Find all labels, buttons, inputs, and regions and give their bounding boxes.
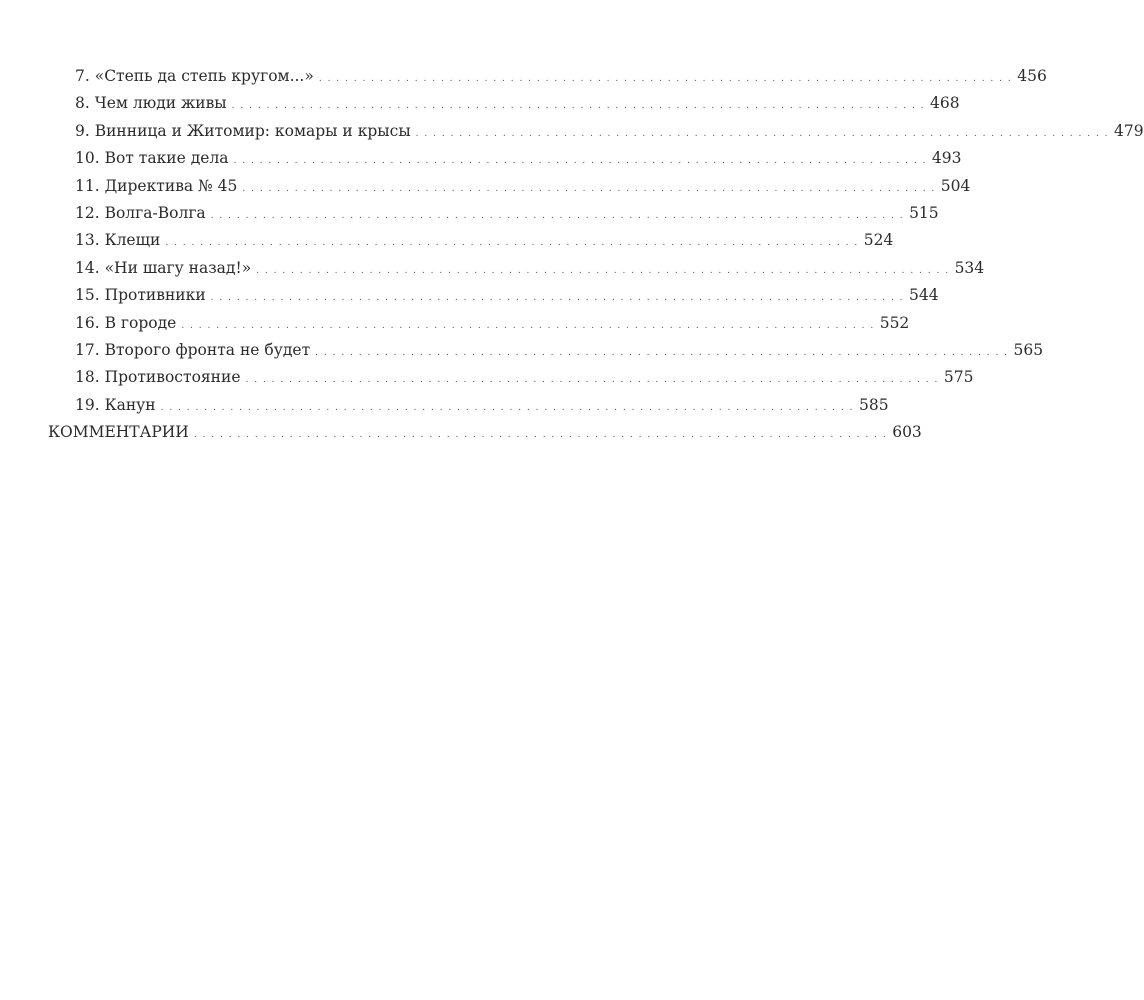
toc-entry-title: 17. Второго фронта не будет (75, 340, 311, 359)
toc-entry-page: 534 (954, 258, 985, 277)
toc-entry-title: 9. Винница и Житомир: комары и крысы (75, 121, 411, 140)
toc-entry (48, 364, 974, 391)
dot-leader: . . . . . . . . . . . . . . . . . . . . . . . . . . . . . . . . . . . . . . . . . . . . . . . . . . . . . . . . . . . . . . . . . . . . . . . . . . . . . . . . (160, 402, 854, 413)
toc-entry-title: 10. Вот такие дела (75, 149, 229, 168)
toc-entry (48, 145, 962, 172)
toc-entry (48, 282, 939, 309)
dot-leader: . . . . . . . . . . . . . . . . . . . . . . . . . . . . . . . . . . . . . . . . . . . . . . . . . . . . . . . . . . . . . . . . . . . . . . . . . . . . . . . . (210, 210, 905, 221)
toc-entry (48, 118, 1144, 145)
toc-entry (48, 173, 971, 200)
toc-entry-page: 493 (931, 149, 962, 168)
toc-entry (48, 200, 939, 227)
toc-entry-title: 15. Противники (75, 286, 206, 305)
toc-entry-page: 544 (909, 286, 939, 305)
toc-entry-page: 565 (1013, 340, 1044, 359)
dot-leader: . . . . . . . . . . . . . . . . . . . . . . . . . . . . . . . . . . . . . . . . . . . . . . . . . . . . . . . . . . . . . . . . . . . . . . . . . . . . . . . . (233, 156, 927, 167)
toc-entry (48, 337, 1044, 364)
toc-entry (48, 63, 1047, 90)
toc-entry-page: 468 (930, 94, 960, 113)
toc-entry-page: 479 (1114, 121, 1144, 140)
toc-entry-title: 18. Противостояние (75, 368, 241, 387)
toc-entry (48, 392, 889, 419)
toc-entry-page: 585 (858, 395, 889, 414)
toc-entry-page: 456 (1017, 67, 1047, 85)
dot-leader: . . . . . . . . . . . . . . . . . . . . . . . . . . . . . . . . . . . . . . . . . . . . . . . . . . . . . . . . . . . . . . . . . . . . . . . . . . . . . . . . (231, 101, 926, 112)
dot-leader: . . . . . . . . . . . . . . . . . . . . . . . . . . . . . . . . . . . . . . . . . . . . . . . . . . . . . . . . . . . . . . . . . . . . . . . . . . . . . . . . (181, 320, 875, 331)
toc-entry-page: 504 (940, 176, 971, 195)
table-of-contents (48, 63, 1144, 446)
toc-entry-title: 13. Клещи (75, 231, 161, 250)
toc-entry (48, 310, 910, 337)
dot-leader: . . . . . . . . . . . . . . . . . . . . . . . . . . . . . . . . . . . . . . . . . . . . . . . . . . . . . . . . . . . . . . . . . . . . . . . . . . . . . . . . (210, 293, 905, 304)
dot-leader: . . . . . . . . . . . . . . . . . . . . . . . . . . . . . . . . . . . . . . . . . . . . . . . . . . . . . . . . . . . . . . . . . . . . . . . . . . . . . . . . (245, 375, 939, 386)
dot-leader: . . . . . . . . . . . . . . . . . . . . . . . . . . . . . . . . . . . . . . . . . . . . . . . . . . . . . . . . . . . . . . . . . . . . . . . . . . . . . . . . (256, 265, 950, 276)
toc-entry-page: 524 (863, 231, 894, 250)
toc-section-entry (48, 419, 922, 446)
toc-entry-title: 12. Волга-Волга (75, 203, 206, 222)
toc-section-title: КОММЕНТАРИИ (48, 423, 189, 442)
toc-entry-title: 11. Директива № 45 (75, 176, 238, 195)
toc-entry (48, 90, 960, 117)
toc-entry-page: 515 (909, 203, 939, 222)
toc-entry-title: 19. Канун (75, 395, 156, 414)
toc-entry (48, 255, 985, 282)
dot-leader: . . . . . . . . . . . . . . . . . . . . . . . . . . . . . . . . . . . . . . . . . . . . . . . . . . . . . . . . . . . . . . . . . . . . . . . . . . . . . . . . (193, 430, 888, 441)
toc-section-page: 603 (892, 423, 922, 442)
dot-leader: . . . . . . . . . . . . . . . . . . . . . . . . . . . . . . . . . . . . . . . . . . . . . . . . . . . . . . . . . . . . . . . . . . . . . . . . . . . . . . . . (415, 128, 1110, 139)
toc-entry-page: 552 (879, 313, 910, 332)
toc-entry-title: 16. В городе (75, 313, 177, 332)
toc-entry (48, 227, 894, 254)
toc-entry-title: 7. «Степь да степь кругом...» (75, 67, 314, 85)
dot-leader: . . . . . . . . . . . . . . . . . . . . . . . . . . . . . . . . . . . . . . . . . . . . . . . . . . . . . . . . . . . . . . . . . . . . . . . . . . . . . . . . (165, 238, 859, 249)
dot-leader: . . . . . . . . . . . . . . . . . . . . . . . . . . . . . . . . . . . . . . . . . . . . . . . . . . . . . . . . . . . . . . . . . . . . . . . . . . . . . . . . (242, 183, 936, 194)
toc-entry-page: 575 (943, 368, 974, 387)
toc-entry-title: 8. Чем люди живы (75, 94, 227, 113)
dot-leader: . . . . . . . . . . . . . . . . . . . . . . . . . . . . . . . . . . . . . . . . . . . . . . . . . . . . . . . . . . . . . . . . . . . . . . . . . . . . . . . . (318, 74, 1013, 84)
dot-leader: . . . . . . . . . . . . . . . . . . . . . . . . . . . . . . . . . . . . . . . . . . . . . . . . . . . . . . . . . . . . . . . . . . . . . . . . . . . . . . . . (315, 347, 1009, 358)
toc-entry-title: 14. «Ни шагу назад!» (75, 258, 252, 277)
